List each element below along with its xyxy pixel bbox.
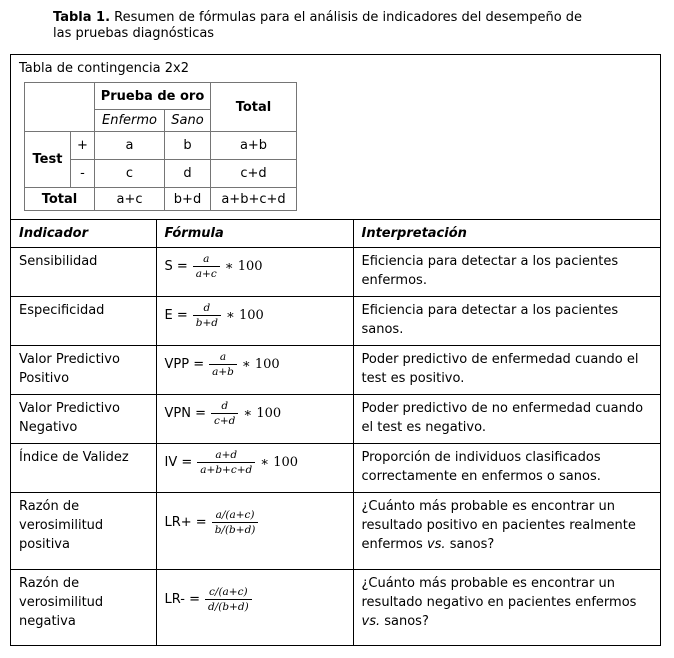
indicator-cell: Razón de verosimilitud negativa: [11, 570, 156, 645]
fraction-numerator: a/(a+c): [212, 509, 259, 523]
formula-cell: [156, 444, 353, 493]
interpretation-text: Eficiencia para detectar a los pacientes sanos.: [361, 303, 619, 337]
interpretation-text: Proporción de individuos clasificados correctamente en enfermos o sanos.: [361, 450, 601, 484]
caption-line-1: [53, 10, 674, 26]
contingency-section: [11, 55, 660, 220]
contingency-table: [24, 82, 297, 211]
table-row-especificidad: [11, 297, 660, 346]
interpretation-cell: [353, 395, 660, 444]
fraction-denominator: a+c: [195, 268, 217, 281]
fraction-denominator: c+d: [213, 415, 236, 428]
table-caption: [53, 10, 674, 42]
contingency-cell-c: c: [95, 160, 165, 188]
formula-suffix: ∗ 100: [243, 406, 282, 422]
interpretation-text: Eficiencia para detectar a los pacientes enfermos.: [361, 254, 619, 288]
interpretation-text: Poder predictivo de no enfermedad cuando el test es negativo.: [361, 401, 644, 435]
formula-suffix: ∗ 100: [224, 259, 263, 275]
interpretation-text: Poder predictivo de enfermedad cuando el test es positivo.: [361, 352, 639, 386]
table-row-vpp: [11, 346, 660, 395]
formula-lhs: E =: [164, 308, 188, 324]
indicator-cell: Valor Predictivo Negativo: [11, 395, 156, 444]
formula-lhs: LR+ =: [164, 515, 207, 531]
fraction-denominator: b+d: [195, 317, 218, 330]
interpretation-cell: [353, 297, 660, 346]
contingency-total-col-header: Total: [211, 83, 297, 132]
formula: [165, 509, 345, 536]
header-formula: Fórmula: [156, 220, 353, 248]
formula-cell: [156, 570, 353, 645]
formula-cell: [156, 346, 353, 395]
contingency-cell-d: d: [165, 160, 211, 188]
table-row-sensibilidad: [11, 248, 660, 297]
contingency-total-row: [25, 188, 297, 211]
indicators-header-row: [11, 220, 660, 248]
fraction-numerator: d: [211, 400, 238, 414]
formula-cell: [156, 493, 353, 570]
indicators-table: [11, 220, 660, 645]
header-interpretacion: Interpretación: [353, 220, 660, 248]
page: [0, 10, 674, 646]
formula-lhs: IV =: [164, 455, 193, 471]
contingency-plus-sign: +: [71, 132, 95, 160]
contingency-cell-b: b: [165, 132, 211, 160]
contingency-total-row-label: Total: [25, 188, 95, 211]
interpretation-cell: [353, 493, 660, 570]
contingency-cell-a-plus-c: a+c: [95, 188, 165, 211]
caption-table-number: Tabla 1.: [53, 10, 111, 25]
fraction: [193, 302, 221, 329]
formula-lhs: LR- =: [164, 592, 200, 608]
interpretation-cell: [353, 570, 660, 645]
contingency-blank-cell: [25, 83, 95, 132]
contingency-gold-standard-header: Prueba de oro: [95, 83, 211, 110]
fraction: [205, 586, 252, 613]
contingency-test-label: Test: [25, 132, 71, 188]
formula-lhs: VPN =: [164, 406, 206, 422]
interpretation-cell: [353, 248, 660, 297]
formula: [165, 400, 345, 427]
table-row-lr-negativa: [11, 570, 660, 645]
contingency-cell-grand-total: a+b+c+d: [211, 188, 297, 211]
header-indicador: Indicador: [11, 220, 156, 248]
contingency-header-row: [25, 83, 297, 110]
interpretation-text: ¿Cuánto más probable es encontrar un resultado negativo en pacientes enfermos: [361, 576, 637, 610]
contingency-cell-b-plus-d: b+d: [165, 188, 211, 211]
interpretation-text-post: sanos?: [445, 537, 495, 552]
contingency-minus-sign: -: [71, 160, 95, 188]
interpretation-vs: vs.: [361, 614, 381, 629]
interpretation-cell: [353, 444, 660, 493]
interpretation-vs: vs.: [426, 537, 446, 552]
formula-suffix: ∗ 100: [260, 455, 299, 471]
fraction-denominator: b/(b+d): [214, 524, 256, 537]
fraction: [193, 253, 220, 280]
contingency-title: Tabla de contingencia 2x2: [19, 61, 189, 76]
table-row-vpn: [11, 395, 660, 444]
fraction: [197, 449, 255, 476]
formula-cell: [156, 395, 353, 444]
fraction-numerator: a: [193, 253, 220, 267]
contingency-cell-a-plus-b: a+b: [211, 132, 297, 160]
formula-suffix: ∗ 100: [226, 308, 264, 324]
fraction: [212, 509, 259, 536]
fraction-denominator: d/(b+d): [207, 601, 249, 614]
contingency-sano-header: Sano: [165, 110, 211, 132]
formula: [165, 351, 345, 378]
fraction: [211, 400, 238, 427]
formula-lhs: S =: [164, 259, 188, 275]
contingency-enfermo-header: Enfermo: [95, 110, 165, 132]
interpretation-text: ¿Cuánto más probable es encontrar un resultado positivo en pacientes realmente enfermos: [361, 499, 636, 552]
fraction-numerator: c/(a+c): [205, 586, 252, 600]
formula-cell: [156, 297, 353, 346]
formula-cell: [156, 248, 353, 297]
contingency-cell-a: a: [95, 132, 165, 160]
contingency-positive-row: [25, 132, 297, 160]
indicator-cell: Sensibilidad: [11, 248, 156, 297]
table-container: [10, 54, 661, 646]
formula: [165, 302, 345, 329]
interpretation-cell: [353, 346, 660, 395]
fraction: [209, 351, 237, 378]
fraction-denominator: a+b+c+d: [200, 464, 253, 477]
indicator-cell: Especificidad: [11, 297, 156, 346]
fraction-denominator: a+b: [212, 366, 234, 379]
formula: [165, 449, 345, 476]
indicator-cell: Índice de Validez: [11, 444, 156, 493]
caption-line-2: las pruebas diagnósticas: [53, 26, 215, 41]
fraction-numerator: d: [193, 302, 221, 316]
caption-text: Resumen de fórmulas para el análisis de indicadores del desempeño de: [110, 10, 583, 25]
fraction-numerator: a+d: [197, 449, 255, 463]
indicator-cell: Valor Predictivo Positivo: [11, 346, 156, 395]
contingency-cell-c-plus-d: c+d: [211, 160, 297, 188]
formula: [165, 586, 345, 613]
table-row-lr-positiva: [11, 493, 660, 570]
interpretation-text-post: sanos?: [380, 614, 429, 629]
formula-lhs: VPP =: [164, 357, 205, 373]
formula-suffix: ∗ 100: [241, 357, 280, 373]
fraction-numerator: a: [209, 351, 237, 365]
formula: [165, 253, 345, 280]
table-row-indice-validez: [11, 444, 660, 493]
indicator-cell: Razón de verosimilitud positiva: [11, 493, 156, 570]
